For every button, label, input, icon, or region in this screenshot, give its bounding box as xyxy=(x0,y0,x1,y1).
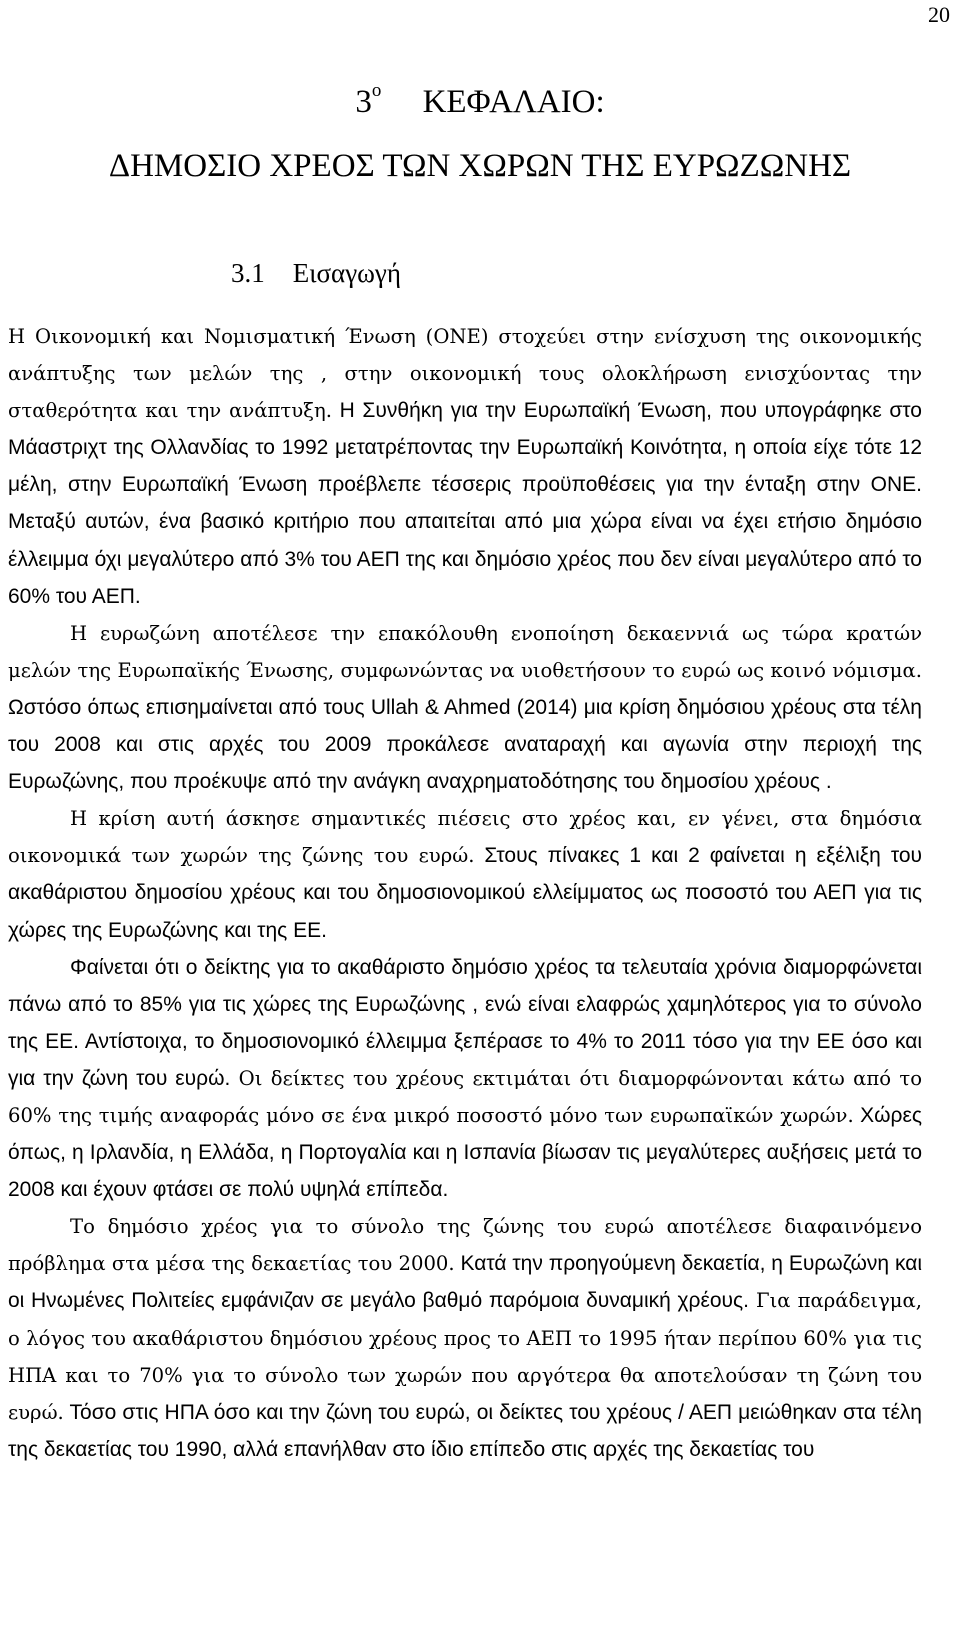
body-text xyxy=(8,318,922,1468)
chapter-ordinal: ο xyxy=(371,80,382,101)
paragraph xyxy=(8,318,922,615)
sentence: Κατά την προηγούμενη δεκαετία, η Ευρωζώνη και οι Ηνωμένες Πολιτείες εμφάνιζαν σε μεγάλο βαθμό παρόμοια δυναμική χρέους. xyxy=(8,1252,922,1313)
sentence: Η Συνθήκη για την Ευρωπαϊκή Ένωση, που υπογράφηκε στο Μάαστριχτ της Ολλανδίας το 1992 μετατρέποντας την Ευρωπαϊκή Κοινότητα, η οποία είχε τότε 12 μέλη, στην Ευρωπαϊκή Ένωση προέβλεπε τέσσερις προϋποθέσεις για την ένταξη στην ΟΝΕ. xyxy=(8,399,922,497)
sentence: Φαίνεται ότι ο δείκτης για το ακαθάριστο δημόσιο χρέος τα τελευταία χρόνια διαμορφώνεται πάνω από το 85% για τις χώρες της Ευρωζώνης , ενώ είναι ελαφρώς χαμηλότερος για το σύνολο της ΕΕ. xyxy=(8,955,922,1053)
sentence: Μεταξύ αυτών, ένα βασικό κριτήριο που απαιτείται από μια χώρα είναι να έχει ετήσιο δημόσιο έλλειμμα όχι μεγαλύτερο από 3% του ΑΕΠ της και δημόσιο χρέος που δεν είναι μεγαλύτερο από το 60% του ΑΕΠ. xyxy=(8,510,922,608)
sentence: Η ευρωζώνη αποτέλεσε την επακόλουθη ενοποίηση δεκαεννιά ως τώρα κρατών μελών της Ευρωπαϊκής Ένωσης, συμφωνώντας να υιοθετήσουν το ευρώ ως κοινό νόμισμα. xyxy=(8,621,922,682)
sentence: Η κρίση αυτή άσκησε σημαντικές πιέσεις στο χρέος και, εν γένει, στα δημόσια οικονομικά των χωρών της ζώνης του ευρώ. xyxy=(8,807,922,868)
sentence: Για παράδειγμα, ο λόγος του ακαθάριστου δημόσιου χρέους προς το ΑΕΠ το 1995 ήταν περίπου 60% για τις ΗΠΑ και το 70% για το σύνολο των χωρών που αργότερα θα αποτελούσαν τη ζώνη του ευρώ. xyxy=(8,1289,922,1424)
sentence: Ωστόσο όπως επισημαίνεται από τους Ullah & Ahmed (2014) μια κρίση δημόσιου χρέους στα τέλη του 2008 και στις αρχές του 2009 προκάλεσε αναταραχή και αγωνία στην περιοχή της Ευρωζώνης, που προέκυψε από την ανάγκη αναχρηματοδότησης του δημοσίου χρέους . xyxy=(8,695,922,794)
sentence: Αντίστοιχα, το δημοσιονομικό έλλειμμα ξεπέρασε το 4% το 2011 τόσο για την ΕΕ όσο και για την ζώνη του ευρώ. xyxy=(8,1029,923,1090)
chapter-title: ΔΗΜΟΣΙΟ ΧΡΕΟΣ ΤΩΝ ΧΩΡΩΝ ΤΗΣ ΕΥΡΩΖΩΝΗΣ xyxy=(108,148,852,184)
section-number: 3.1 xyxy=(231,258,265,288)
paragraph xyxy=(8,949,922,1209)
page-number: 20 xyxy=(928,2,950,27)
section-heading xyxy=(231,258,401,289)
chapter-number: 3 xyxy=(355,84,372,120)
paragraph xyxy=(8,1208,922,1468)
chapter-heading xyxy=(0,80,960,120)
sentence: Το δημόσιο χρέος για το σύνολο της ζώνης του ευρώ αποτέλεσε διαφαινόμενο πρόβλημα στα μέσα της δεκαετίας του 2000. xyxy=(8,1215,922,1276)
sentence: Τόσο στις ΗΠΑ όσο και την ζώνη του ευρώ, οι δείκτες του χρέους / ΑΕΠ μειώθηκαν στα τέλη της δεκαετίας του 1990, αλλά επανήλθαν στο ίδιο επίπεδο στις αρχές της δεκαετίας του xyxy=(8,1400,922,1461)
sentence: Οι δείκτες του χρέους εκτιμάται ότι διαμορφώνονται κάτω από το 60% της τιμής αναφοράς μόνο σε ένα μικρό ποσοστό μόνο των ευρωπαϊκών χωρών. xyxy=(8,1066,923,1127)
paragraph xyxy=(8,800,922,948)
section-title: Εισαγωγή xyxy=(292,258,401,288)
sentence: Στους πίνακες 1 και 2 φαίνεται η εξέλιξη του ακαθάριστου δημοσίου χρέους και του δημοσιονομικού ελλείμματος ως ποσοστό του ΑΕΠ για τις χώρες της Ευρωζώνης και της ΕΕ. xyxy=(8,844,922,942)
chapter-label: ΚΕΦΑΛΑΙΟ: xyxy=(422,84,605,120)
sentence: Η Οικονομική και Νομισματική Ένωση (ΟΝΕ) στοχεύει στην ενίσχυση της οικονομικής ανάπτυξης των μελών της , στην οικονομική τους ολοκλήρωση ενισχύοντας την σταθερότητα και την ανάπτυξη. xyxy=(8,325,922,423)
sentence: Χώρες όπως, η Ιρλανδία, η Ελλάδα, η Πορτογαλία και η Ισπανία βίωσαν τις μεγαλύτερες αυξήσεις μετά το 2008 και έχουν φτάσει σε πολύ υψηλά επίπεδα. xyxy=(8,1103,922,1202)
paragraph xyxy=(8,615,922,800)
